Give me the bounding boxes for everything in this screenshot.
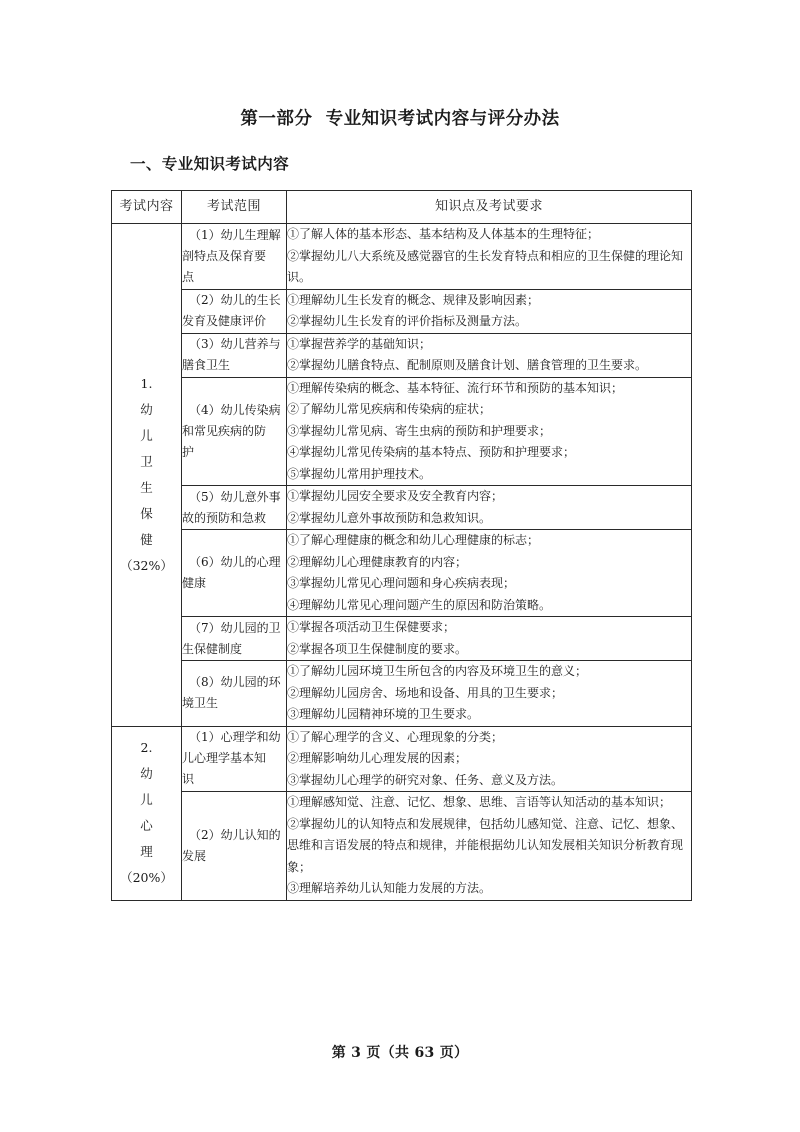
scope-line: （7）幼儿园的卫 xyxy=(189,620,281,635)
exam-content-label-2 xyxy=(112,726,182,900)
knowledge-point-item: ②了解幼儿常见疾病和传染病的症状； xyxy=(287,402,492,416)
knowledge-points-cell xyxy=(287,333,692,377)
knowledge-point-item: ②掌握幼儿意外事故预防和急救知识。 xyxy=(287,510,492,525)
knowledge-point-item: ①了解人体的基本形态、基本结构及人体基本的生理特征； xyxy=(287,227,600,241)
knowledge-points-cell xyxy=(287,661,692,727)
exam-content-table xyxy=(111,190,692,901)
exam-scope-cell xyxy=(182,726,287,792)
label-char: 生 xyxy=(140,479,153,495)
header-exam-scope: 考试范围 xyxy=(182,191,287,224)
scope-line: 儿心理学基本知 xyxy=(182,751,267,766)
knowledge-points-cell xyxy=(287,289,692,333)
scope-line: 膳食卫生 xyxy=(182,358,231,372)
knowledge-points-cell xyxy=(287,726,692,792)
label-char: （20%） xyxy=(120,870,173,885)
knowledge-point-item: ②掌握各项卫生保健制度的要求。 xyxy=(287,641,468,656)
knowledge-point-item: ②掌握幼儿生长发育的评价指标及测量方法。 xyxy=(287,314,528,328)
knowledge-point-item: ①了解幼儿园环境卫生所包含的内容及环境卫生的意义； xyxy=(287,664,588,678)
knowledge-point-item: ②掌握幼儿八大系统及感觉器官的生长发育特点和相应的卫生保健的理论知识。 xyxy=(287,248,684,284)
knowledge-point-item: ③理解培养幼儿认知能力发展的方法。 xyxy=(287,881,492,895)
scope-line: 境卫生 xyxy=(182,696,219,711)
knowledge-point-item: ①掌握各项活动卫生保健要求； xyxy=(287,620,456,634)
scope-line: 点 xyxy=(182,269,195,284)
knowledge-point-item: ①理解感知觉、注意、记忆、想象、思维、言语等认知活动的基本知识； xyxy=(287,795,672,809)
knowledge-point-item: ③掌握幼儿心理学的研究对象、任务、意义及方法。 xyxy=(287,772,564,787)
knowledge-point-item: ③理解幼儿园精神环境的卫生要求。 xyxy=(287,707,480,721)
label-char: 幼 xyxy=(140,401,153,417)
table-row xyxy=(112,289,692,333)
exam-scope-cell xyxy=(182,333,287,377)
scope-line: 护 xyxy=(182,444,195,459)
scope-line: （8）幼儿园的环 xyxy=(189,675,281,690)
scope-line: 生保健制度 xyxy=(182,641,243,656)
table-row xyxy=(112,486,692,530)
scope-line: （1）心理学和幼 xyxy=(189,730,281,745)
page-title: 第一部分 专业知识考试内容与评分办法 xyxy=(240,109,560,129)
exam-scope-cell xyxy=(182,486,287,530)
knowledge-point-item: ③掌握幼儿常见病、寄生虫病的预防和护理要求； xyxy=(287,423,552,438)
scope-line: 健康 xyxy=(182,576,207,590)
table-row xyxy=(112,224,692,290)
knowledge-point-item: ①理解传染病的概念、基本特征、流行环节和预防的基本知识； xyxy=(287,380,624,395)
knowledge-point-item: ④掌握幼儿常见传染病的基本特点、预防和护理要求； xyxy=(287,445,576,459)
knowledge-points-cell xyxy=(287,377,692,486)
knowledge-points-cell xyxy=(287,617,692,661)
section-heading: 一、专业知识考试内容 xyxy=(130,154,290,173)
scope-line: （2）幼儿认知的 xyxy=(189,827,281,842)
label-char: 心 xyxy=(140,818,153,833)
exam-content-label-1 xyxy=(112,224,182,727)
scope-line: 故的预防和急救 xyxy=(182,510,267,525)
knowledge-point-item: ②理解影响幼儿心理发展的因素； xyxy=(287,751,468,765)
label-char: 1. xyxy=(140,375,153,391)
label-char: 健 xyxy=(140,531,153,547)
exam-scope-cell xyxy=(182,377,287,486)
knowledge-point-item: ②理解幼儿心理健康教育的内容； xyxy=(287,554,468,569)
header-exam-content: 考试内容 xyxy=(112,191,182,224)
exam-scope-cell xyxy=(182,617,287,661)
scope-line: （4）幼儿传染病 xyxy=(189,402,281,417)
knowledge-point-item: ④理解幼儿常见心理问题产生的原因和防治策略。 xyxy=(287,597,552,612)
table-row xyxy=(112,661,692,727)
knowledge-point-item: ①掌握营养学的基础知识； xyxy=(287,336,432,351)
scope-line: （1）幼儿生理解 xyxy=(189,227,281,242)
knowledge-point-item: ③掌握幼儿常见心理问题和身心疾病表现； xyxy=(287,576,516,590)
exam-scope-cell xyxy=(182,289,287,333)
vertical-label-stack xyxy=(112,735,181,891)
label-char: 儿 xyxy=(140,427,153,443)
knowledge-point-item: ①了解心理学的含义、心理现象的分类； xyxy=(287,729,504,744)
table-header-row xyxy=(112,191,692,224)
vertical-label-stack xyxy=(112,371,181,579)
scope-line: （3）幼儿营养与 xyxy=(189,337,281,351)
page-footer: 第 3 页（共 63 页） xyxy=(331,1045,469,1061)
table-row xyxy=(112,792,692,901)
knowledge-points-cell xyxy=(287,224,692,290)
knowledge-point-item: ②理解幼儿园房舍、场地和设备、用具的卫生要求； xyxy=(287,685,564,700)
scope-line: 发育及健康评价 xyxy=(182,314,267,328)
table-row xyxy=(112,617,692,661)
scope-line: 和常见疾病的防 xyxy=(182,423,267,438)
label-char: 儿 xyxy=(140,792,153,807)
table-row xyxy=(112,377,692,486)
table-row xyxy=(112,726,692,792)
knowledge-point-item: ①掌握幼儿园安全要求及安全教育内容； xyxy=(287,489,504,503)
exam-scope-cell xyxy=(182,224,287,290)
label-char: 保 xyxy=(140,505,153,521)
knowledge-points-cell xyxy=(287,792,692,901)
scope-line: 识 xyxy=(182,772,195,787)
label-char: 理 xyxy=(140,844,153,859)
knowledge-point-item: ⑤掌握幼儿常用护理技术。 xyxy=(287,466,432,481)
table-row xyxy=(112,333,692,377)
scope-line: 剖特点及保育要 xyxy=(182,248,267,263)
scope-line: （2）幼儿的生长 xyxy=(189,293,281,307)
label-char: 2. xyxy=(140,740,153,755)
label-char: 幼 xyxy=(140,766,153,781)
table-row xyxy=(112,530,692,617)
exam-scope-cell xyxy=(182,661,287,727)
label-char: （32%） xyxy=(120,557,173,573)
exam-scope-cell xyxy=(182,792,287,901)
knowledge-point-item: ②掌握幼儿的认知特点和发展规律，包括幼儿感知觉、注意、记忆、想象、思维和言语发展的特点和规律，并能根据幼儿认知发展相关知识分析教育现象； xyxy=(287,816,684,874)
scope-line: 发展 xyxy=(182,848,207,863)
knowledge-points-cell xyxy=(287,486,692,530)
label-char: 卫 xyxy=(140,453,153,469)
knowledge-points-cell xyxy=(287,530,692,617)
header-knowledge-points: 知识点及考试要求 xyxy=(287,191,692,224)
table-body xyxy=(112,224,692,901)
knowledge-point-item: ①了解心理健康的概念和幼儿心理健康的标志； xyxy=(287,533,540,547)
knowledge-point-item: ①理解幼儿生长发育的概念、规律及影响因素； xyxy=(287,292,540,307)
scope-line: （6）幼儿的心理 xyxy=(189,555,281,569)
exam-scope-cell xyxy=(182,530,287,617)
scope-line: （5）幼儿意外事 xyxy=(189,489,281,504)
knowledge-point-item: ②掌握幼儿膳食特点、配制原则及膳食计划、膳食管理的卫生要求。 xyxy=(287,358,648,372)
